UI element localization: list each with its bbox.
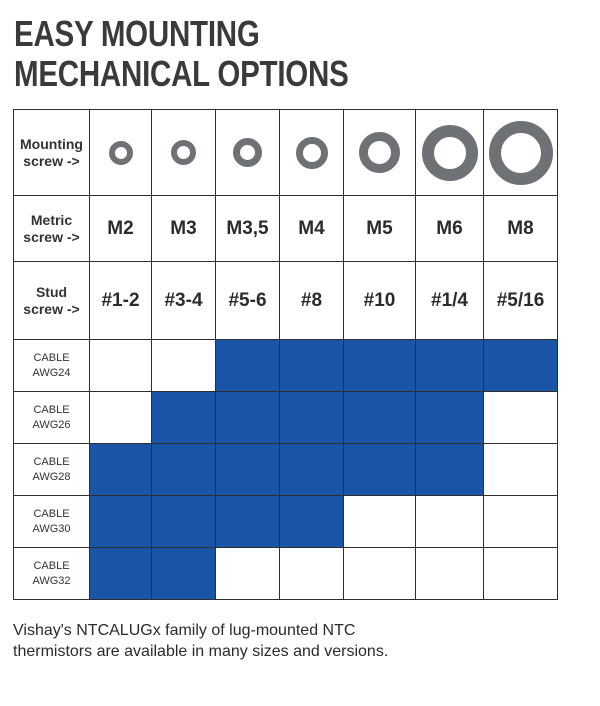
unavailable-cell	[416, 548, 484, 600]
unavailable-cell	[90, 340, 152, 392]
page-title	[14, 14, 473, 94]
available-cell	[280, 496, 344, 548]
available-cell	[216, 340, 280, 392]
stud-screw-label: Stud screw ->	[14, 262, 90, 340]
washer-ring-icon	[489, 121, 553, 185]
unavailable-cell	[216, 548, 280, 600]
caption-text: Vishay's NTCALUGx family of lug-mounted NTC thermistors are available in many sizes and versions.	[13, 622, 389, 660]
washer-ring-icon	[296, 137, 328, 169]
stud-value: #1/4	[416, 262, 484, 340]
unavailable-cell	[90, 392, 152, 444]
stud-value: #1-2	[90, 262, 152, 340]
mounting-hole-m5	[344, 110, 416, 196]
available-cell	[216, 392, 280, 444]
unavailable-cell	[344, 496, 416, 548]
available-cell	[344, 392, 416, 444]
unavailable-cell	[344, 548, 416, 600]
stud-value: #3-4	[152, 262, 216, 340]
unavailable-cell	[484, 444, 558, 496]
cable-label: CABLE AWG30	[14, 496, 90, 548]
cable-row	[14, 496, 558, 548]
mounting-hole-m35	[216, 110, 280, 196]
available-cell	[216, 496, 280, 548]
metric-screw-label: Metric screw ->	[14, 196, 90, 262]
available-cell	[416, 392, 484, 444]
available-cell	[90, 548, 152, 600]
metric-value: M3	[152, 196, 216, 262]
available-cell	[344, 340, 416, 392]
metric-value: M4	[280, 196, 344, 262]
unavailable-cell	[484, 496, 558, 548]
available-cell	[416, 340, 484, 392]
mounting-hole-m4	[280, 110, 344, 196]
cable-label: CABLE AWG24	[14, 340, 90, 392]
stud-value: #8	[280, 262, 344, 340]
available-cell	[280, 444, 344, 496]
mounting-options-table	[13, 109, 558, 600]
cable-row	[14, 392, 558, 444]
available-cell	[280, 392, 344, 444]
title-line-1: EASY MOUNTING	[14, 13, 260, 54]
washer-ring-icon	[171, 140, 196, 165]
available-cell	[416, 444, 484, 496]
available-cell	[152, 444, 216, 496]
metric-value: M5	[344, 196, 416, 262]
cable-label: CABLE AWG32	[14, 548, 90, 600]
available-cell	[152, 392, 216, 444]
title-line-2: MECHANICAL OPTIONS	[14, 53, 349, 94]
cable-row	[14, 548, 558, 600]
washer-ring-icon	[109, 141, 133, 165]
mounting-hole-m2	[90, 110, 152, 196]
available-cell	[484, 340, 558, 392]
available-cell	[90, 444, 152, 496]
available-cell	[280, 340, 344, 392]
available-cell	[152, 548, 216, 600]
cable-row	[14, 340, 558, 392]
unavailable-cell	[280, 548, 344, 600]
unavailable-cell	[416, 496, 484, 548]
stud-value: #10	[344, 262, 416, 340]
cable-label: CABLE AWG26	[14, 392, 90, 444]
cable-row	[14, 444, 558, 496]
metric-value: M6	[416, 196, 484, 262]
cable-label: CABLE AWG28	[14, 444, 90, 496]
stud-value: #5/16	[484, 262, 558, 340]
unavailable-cell	[152, 340, 216, 392]
cable-rows	[14, 340, 558, 600]
unavailable-cell	[484, 548, 558, 600]
stud-screw-row	[14, 262, 558, 340]
metric-screw-row	[14, 196, 558, 262]
metric-value: M3,5	[216, 196, 280, 262]
washer-ring-icon	[422, 125, 478, 181]
unavailable-cell	[484, 392, 558, 444]
available-cell	[216, 444, 280, 496]
metric-value: M2	[90, 196, 152, 262]
available-cell	[90, 496, 152, 548]
washer-ring-icon	[359, 132, 400, 173]
mounting-hole-m3	[152, 110, 216, 196]
stud-value: #5-6	[216, 262, 280, 340]
available-cell	[152, 496, 216, 548]
mounting-hole-m8	[484, 110, 558, 196]
mounting-screw-label: Mounting screw ->	[14, 110, 90, 196]
available-cell	[344, 444, 416, 496]
mounting-hole-m6	[416, 110, 484, 196]
washer-ring-icon	[233, 138, 262, 167]
metric-value: M8	[484, 196, 558, 262]
mounting-screw-row	[14, 110, 558, 196]
